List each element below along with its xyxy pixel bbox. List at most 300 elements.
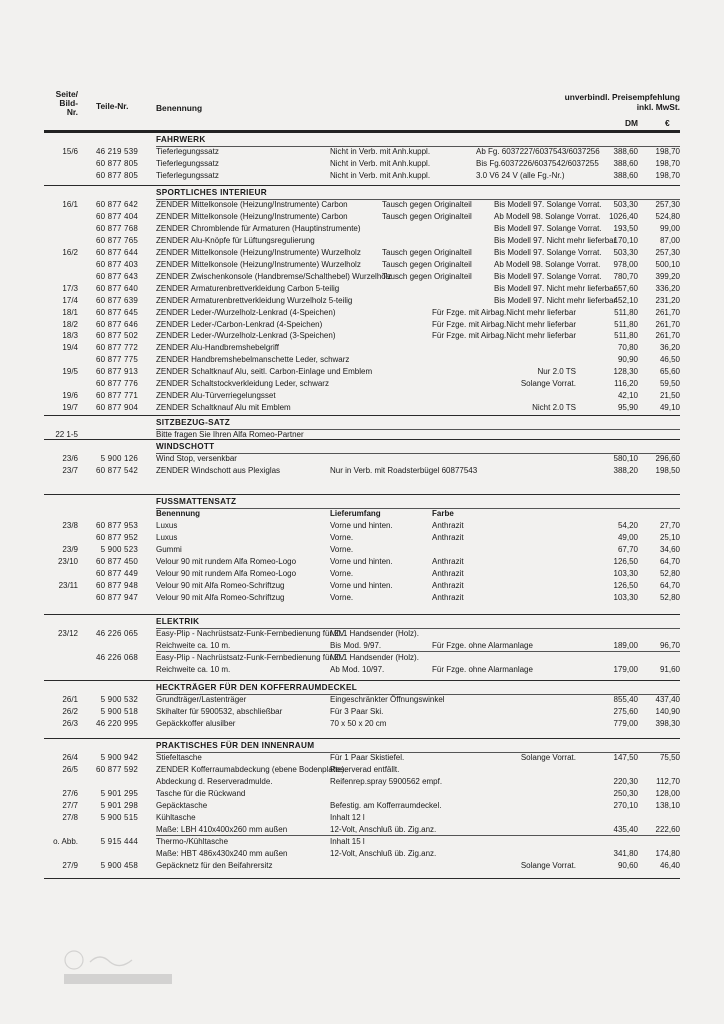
row-price-dm: 779,00 — [613, 718, 638, 728]
row-price-dm: 503,30 — [613, 200, 638, 209]
row-note: Solange Vorrat. — [520, 379, 576, 389]
table-row — [0, 320, 724, 330]
row-page-ref: 23/6 — [62, 454, 78, 463]
row-note: Nicht mehr lieferbar — [506, 331, 576, 341]
row-price-dm: 511,80 — [614, 319, 638, 329]
row-note: Für 3 Paar Ski. — [330, 706, 384, 716]
row-name: Stiefeltasche — [156, 753, 202, 762]
row-part-number: 60 877 449 — [95, 568, 138, 578]
row-part-number: 46 226 068 — [95, 652, 138, 662]
row-name: Easy-Plip - Nachrüstsatz-Funk-Fernbedienung für ZV — [156, 629, 345, 638]
row-name: Skihalter für 5900532, abschließbar — [156, 706, 283, 716]
row-part-number: 5 901 295 — [100, 788, 138, 798]
row-part-number: 60 877 771 — [95, 391, 138, 401]
table-row — [0, 171, 724, 181]
row-name: Luxus — [156, 520, 178, 530]
row-note: Anthrazit — [432, 568, 464, 578]
row-note: Anthrazit — [432, 580, 464, 590]
row-name: ZENDER Chromblende für Armaturen (Hauptinstrumente) — [156, 223, 361, 233]
row-note: Vorne und hinten. — [330, 580, 393, 590]
table-row — [0, 789, 724, 799]
row-note: Bis Modell 97. Nicht mehr lieferbar — [494, 283, 617, 293]
row-note: Tausch gegen Originalteil — [382, 259, 472, 269]
row-note: Eingeschränkter Öffnungswinkel — [330, 695, 445, 704]
section-divider — [44, 614, 680, 615]
row-part-number: 60 877 776 — [95, 379, 138, 389]
row-page-ref: 18/1 — [62, 307, 78, 317]
row-name: ZENDER Armaturenbrettverkleidung Carbon 5-teilig — [156, 283, 340, 293]
row-note: Anthrazit — [432, 520, 464, 530]
row-price-dm: 978,00 — [613, 259, 638, 269]
row-page-ref: 26/4 — [62, 753, 78, 762]
row-name: Tieferlegungssatz — [156, 158, 219, 168]
row-part-number: 60 877 646 — [95, 319, 138, 329]
row-page-ref: 23/10 — [57, 556, 78, 566]
table-row — [0, 765, 724, 775]
row-note: Reifenrep.spray 5900562 empf. — [330, 776, 443, 786]
row-name: Gummi — [156, 544, 182, 554]
row-name: Gepäckkoffer alusilber — [156, 718, 236, 728]
section-title — [0, 497, 724, 507]
row-part-number: 60 877 775 — [95, 355, 138, 365]
row-name: Gepäcktasche — [156, 800, 208, 810]
column-subheader — [0, 509, 724, 519]
row-page-ref: 26/2 — [62, 706, 78, 716]
row-part-number: 60 877 904 — [95, 403, 138, 413]
col-header-eur: € — [665, 118, 670, 128]
row-price-dm: 90,60 — [617, 860, 638, 870]
row-name: Tasche für die Rückwand — [156, 788, 246, 798]
row-note: Anthrazit — [432, 556, 464, 566]
section-title — [0, 418, 724, 428]
table-row — [0, 801, 724, 811]
table-row — [0, 569, 724, 579]
col-header-price — [565, 92, 680, 112]
row-price-dm: 126,50 — [613, 556, 638, 566]
row-price-dm: 126,50 — [613, 580, 638, 590]
row-name: ZENDER Mittelkonsole (Heizung/Instrumente) Wurzelholz — [156, 247, 361, 257]
row-note: Für Fzge. ohne Alarmanlage — [432, 664, 533, 674]
row-part-number: 60 877 642 — [95, 200, 138, 209]
row-price-eur: 524,80 — [655, 211, 680, 221]
row-part-number: 60 877 947 — [95, 592, 138, 602]
table-row — [0, 296, 724, 306]
col-header-part: Teile-Nr. — [96, 101, 129, 111]
row-name: Abdeckung d. Reserveradmulde. — [156, 776, 273, 786]
table-row — [0, 593, 724, 603]
row-note: Für Fzge. ohne Alarmanlage — [432, 640, 533, 650]
table-row — [0, 695, 724, 705]
row-part-number: 5 900 942 — [100, 753, 138, 762]
row-name: Luxus — [156, 532, 178, 542]
row-note: Vorne. — [330, 592, 354, 602]
row-name: Tieferlegungssatz — [156, 147, 219, 156]
table-row — [0, 260, 724, 270]
row-price-eur: 198,70 — [655, 170, 680, 180]
section-title — [0, 188, 724, 198]
row-price-eur: 138,10 — [655, 800, 680, 810]
row-note: 70 x 50 x 20 cm — [330, 718, 387, 728]
row-page-ref: 22 1-5 — [55, 430, 78, 439]
row-note: Tausch gegen Originalteil — [382, 271, 472, 281]
table-row — [0, 212, 724, 222]
table-row — [0, 813, 724, 823]
row-price-dm: 49,00 — [617, 532, 638, 542]
row-page-ref: 18/2 — [62, 319, 78, 329]
row-page-ref: 23/8 — [62, 520, 78, 530]
row-part-number: 60 877 913 — [95, 367, 138, 377]
table-row — [0, 355, 724, 365]
row-name: Velour 90 mit rundem Alfa Romeo-Logo — [156, 556, 297, 566]
row-price-eur: 198,70 — [655, 147, 680, 156]
row-note: Nicht in Verb. mit Anh.kuppl. — [330, 147, 431, 156]
row-price-dm: 95,90 — [617, 403, 638, 413]
row-page-ref: 27/6 — [62, 788, 78, 798]
table-row — [0, 521, 724, 531]
row-part-number: 46 219 539 — [95, 147, 138, 156]
row-page-ref: 26/5 — [62, 764, 78, 774]
row-price-eur: 99,00 — [659, 223, 680, 233]
table-row — [0, 777, 724, 787]
row-name: Gepäcknetz für den Beifahrersitz — [156, 860, 273, 870]
row-price-eur: 198,70 — [655, 158, 680, 168]
row-price-dm: 511,80 — [614, 331, 638, 341]
row-note: Vorne und hinten. — [330, 520, 393, 530]
row-name: Maße: LBH 410x400x260 mm außen — [156, 824, 288, 834]
row-price-dm: 179,00 — [613, 664, 638, 674]
row-note: Bis Modell 97. Nicht mehr lieferbar — [494, 295, 617, 305]
row-note: Reserverad entfällt. — [330, 764, 400, 774]
col-header-dm: DM — [624, 118, 638, 128]
section-title-text: WINDSCHOTT — [156, 442, 215, 451]
row-price-eur: 336,20 — [655, 283, 680, 293]
row-price-eur: 257,30 — [655, 200, 680, 209]
row-part-number: 60 877 772 — [95, 343, 138, 353]
row-page-ref: 23/7 — [62, 465, 78, 475]
col-header-page-line: Bild- — [59, 98, 78, 108]
table-row — [0, 753, 724, 763]
row-price-eur: 140,90 — [655, 706, 680, 716]
row-price-eur: 34,60 — [659, 544, 680, 554]
row-part-number: 60 877 805 — [95, 158, 138, 168]
section-divider — [44, 415, 680, 416]
row-part-number: 60 877 404 — [95, 211, 138, 221]
row-page-ref: 19/7 — [62, 403, 78, 413]
row-note: Für Fzge. mit Airbag. — [432, 319, 507, 329]
row-part-number: 60 877 542 — [95, 465, 138, 475]
row-price-eur: 261,70 — [655, 331, 680, 341]
header-divider — [44, 130, 680, 133]
row-price-dm: 388,60 — [613, 170, 638, 180]
row-name: ZENDER Leder-/Wurzelholz-Lenkrad (3-Speichen) — [156, 331, 336, 341]
section-title-text: HECKTRÄGER FÜR DEN KOFFERRAUMDECKEL — [156, 683, 358, 692]
row-note: Nicht mehr lieferbar — [506, 307, 576, 317]
section-divider — [44, 439, 680, 440]
col-header-page-line: Seite/ — [55, 89, 78, 99]
row-note: Vorne und hinten. — [330, 556, 393, 566]
row-name: ZENDER Handbremshebelmanschette Leder, schwarz — [156, 355, 350, 365]
section-divider — [44, 680, 680, 681]
row-part-number: 60 877 952 — [95, 532, 138, 542]
row-price-eur: 296,60 — [655, 454, 680, 463]
row-name: Easy-Plip - Nachrüstsatz-Funk-Fernbedienung für ZV — [156, 652, 345, 662]
row-price-eur: 52,80 — [659, 592, 680, 602]
row-name: Reichweite ca. 10 m. — [156, 640, 231, 650]
row-part-number: 60 877 645 — [95, 307, 138, 317]
table-row — [0, 343, 724, 353]
row-note: Vorne. — [330, 544, 354, 554]
row-price-dm: 147,50 — [613, 753, 638, 762]
row-name: ZENDER Leder-/Wurzelholz-Lenkrad (4-Speichen) — [156, 307, 336, 317]
section-title-text: SPORTLICHES INTERIEUR — [156, 188, 267, 197]
row-note: Ab Mod. 10/97. — [330, 664, 385, 674]
table-row — [0, 236, 724, 246]
row-name: Velour 90 mit Alfa Romeo-Schriftzug — [156, 592, 285, 602]
section-divider — [44, 494, 680, 495]
row-note: Für Fzge. mit Airbag. — [432, 331, 507, 341]
col-header-name: Benennung — [156, 103, 203, 113]
row-part-number: 60 877 644 — [95, 247, 138, 257]
table-bottom-divider — [44, 878, 680, 879]
row-page-ref: 19/4 — [62, 343, 78, 353]
table-row — [0, 367, 724, 377]
row-name: ZENDER Mittelkonsole (Heizung/Instrumente) Carbon — [156, 200, 348, 209]
row-price-eur: 500,10 — [655, 259, 680, 269]
row-name: Reichweite ca. 10 m. — [156, 664, 231, 674]
row-name: ZENDER Mittelkonsole (Heizung/Instrumente) Carbon — [156, 211, 348, 221]
row-price-dm: 220,30 — [613, 776, 638, 786]
row-page-ref: 19/6 — [62, 391, 78, 401]
row-name: Velour 90 mit Alfa Romeo-Schriftzug — [156, 580, 285, 590]
row-name: ZENDER Mittelkonsole (Heizung/Instrumente) Wurzelholz — [156, 259, 361, 269]
row-part-number: 60 877 502 — [95, 331, 138, 341]
row-note: Ab Modell 98. Solange Vorrat. — [494, 259, 601, 269]
row-name: ZENDER Schaltknauf Alu, seitl. Carbon-Einlage und Emblem — [156, 367, 373, 377]
row-note: Anthrazit — [432, 532, 464, 542]
row-price-eur: 128,00 — [655, 788, 680, 798]
table-row — [0, 379, 724, 389]
row-page-ref: 27/8 — [62, 812, 78, 822]
row-name: ZENDER Alu-Türverriegelungsset — [156, 391, 276, 401]
table-row — [0, 391, 724, 401]
row-note: Ab Fg. 6037227/6037543/6037256 — [476, 147, 600, 156]
row-price-eur: 64,70 — [659, 580, 680, 590]
table-row — [0, 454, 724, 464]
row-name: Tieferlegungssatz — [156, 170, 219, 180]
row-page-ref: 23/9 — [62, 544, 78, 554]
col-header-price-line: inkl. MwSt. — [636, 102, 680, 112]
table-row — [0, 849, 724, 859]
row-page-ref: 23/11 — [58, 580, 78, 590]
row-part-number: 60 877 805 — [95, 170, 138, 180]
column-subheader-name: Benennung — [156, 509, 200, 518]
row-price-dm: 511,80 — [614, 307, 638, 317]
row-price-dm: 103,30 — [613, 568, 638, 578]
row-page-ref: 15/6 — [62, 147, 78, 156]
row-part-number: 60 877 953 — [95, 520, 138, 530]
row-note: Für 1 Paar Skistiefel. — [330, 753, 405, 762]
row-page-ref: 26/1 — [62, 695, 78, 704]
row-price-eur: 65,60 — [659, 367, 680, 377]
row-part-number: 5 900 523 — [100, 544, 138, 554]
table-row — [0, 557, 724, 567]
table-row — [0, 248, 724, 258]
row-name: Grundträger/Lastenträger — [156, 695, 247, 704]
table-row — [0, 707, 724, 717]
row-price-eur: 96,70 — [659, 640, 680, 650]
row-note: Nicht 2.0 TS — [532, 403, 576, 413]
row-price-eur: 52,80 — [659, 568, 680, 578]
row-price-dm: 275,60 — [613, 706, 638, 716]
row-price-dm: 580,10 — [613, 454, 638, 463]
row-note: Mit 1 Handsender (Holz). — [330, 652, 419, 662]
row-price-dm: 67,70 — [617, 544, 638, 554]
row-price-eur: 64,70 — [659, 556, 680, 566]
row-price-dm: 54,20 — [617, 520, 638, 530]
row-note: Befestig. am Kofferraumdeckel. — [330, 800, 442, 810]
table-header — [0, 90, 724, 130]
row-page-ref: 26/3 — [62, 718, 78, 728]
row-note: Nicht in Verb. mit Anh.kuppl. — [330, 158, 431, 168]
row-note: Solange Vorrat. — [520, 860, 576, 870]
row-price-dm: 189,00 — [613, 640, 638, 650]
table-row — [0, 719, 724, 729]
row-note: 12-Volt, Anschluß üb. Zig.anz. — [330, 824, 437, 834]
row-price-eur: 112,70 — [656, 776, 680, 786]
row-price-dm: 103,30 — [613, 592, 638, 602]
row-price-eur: 46,50 — [659, 355, 680, 365]
table-row — [0, 331, 724, 341]
row-page-ref: o. Abb. — [53, 836, 78, 846]
section-title — [0, 617, 724, 627]
row-name: Velour 90 mit rundem Alfa Romeo-Logo — [156, 568, 297, 578]
row-price-dm: 855,40 — [613, 695, 638, 704]
row-price-dm: 388,60 — [613, 158, 638, 168]
section-title-text: ELEKTRIK — [156, 617, 200, 626]
table-row — [0, 837, 724, 847]
row-note: Für Fzge. mit Airbag. — [432, 307, 507, 317]
row-page-ref: 23/12 — [57, 629, 78, 638]
row-price-dm: 70,80 — [617, 343, 638, 353]
row-price-dm: 170,10 — [613, 235, 638, 245]
table-row — [0, 159, 724, 169]
table-row — [0, 545, 724, 555]
row-price-dm: 435,40 — [613, 824, 638, 834]
table-row — [0, 272, 724, 282]
row-part-number: 60 877 765 — [95, 235, 138, 245]
row-name: ZENDER Alu-Knöpfe für Lüftungsregulierung — [156, 235, 315, 245]
section-title-text: PRAKTISCHES FÜR DEN INNENRAUM — [156, 741, 315, 750]
row-price-eur: 91,60 — [659, 664, 680, 674]
row-name: ZENDER Armaturenbrettverkleidung Wurzelholz 5-teilig — [156, 295, 353, 305]
row-note: Inhalt 12 l — [330, 812, 365, 822]
row-note: Bis Modell 97. Nicht mehr lieferbar — [494, 235, 617, 245]
row-part-number: 5 900 515 — [100, 812, 138, 822]
row-name: Bitte fragen Sie Ihren Alfa Romeo-Partner — [156, 430, 304, 439]
row-part-number: 5 900 126 — [100, 454, 138, 463]
row-price-eur: 231,20 — [655, 295, 680, 305]
row-price-dm: 388,20 — [613, 465, 638, 475]
row-price-eur: 87,00 — [659, 235, 680, 245]
section-divider — [44, 185, 680, 186]
table-row — [0, 466, 724, 476]
row-price-dm: 388,60 — [613, 147, 638, 156]
row-price-dm: 503,30 — [613, 247, 638, 257]
row-note: Bis Fg.6037226/6037542/6037255 — [476, 158, 599, 168]
row-page-ref: 17/3 — [62, 283, 78, 293]
row-name: Kühltasche — [156, 812, 196, 822]
row-note: Mit 1 Handsender (Holz). — [330, 629, 419, 638]
table-row — [0, 581, 724, 591]
row-name: ZENDER Kofferraumabdeckung (ebene Bodenplatte). — [156, 764, 347, 774]
row-part-number: 60 877 948 — [95, 580, 138, 590]
section-title-text: FUSSMATTENSATZ — [156, 497, 237, 506]
row-note: 3.0 V6 24 V (alle Fg.-Nr.) — [476, 170, 565, 180]
row-page-ref: 27/7 — [62, 800, 78, 810]
row-name: ZENDER Leder-/Carbon-Lenkrad (4-Speichen) — [156, 319, 323, 329]
row-name: Maße: HBT 486x430x240 mm außen — [156, 848, 288, 858]
row-price-eur: 261,70 — [655, 319, 680, 329]
row-price-eur: 398,30 — [655, 718, 680, 728]
row-note: Anthrazit — [432, 592, 464, 602]
row-note: Bis Modell 97. Solange Vorrat. — [494, 223, 602, 233]
row-price-eur: 59,50 — [659, 379, 680, 389]
row-price-eur: 36,20 — [659, 343, 680, 353]
table-row — [0, 665, 724, 675]
row-part-number: 60 877 450 — [95, 556, 138, 566]
table-row — [0, 825, 724, 835]
row-page-ref: 16/1 — [62, 200, 78, 209]
row-note: Nicht mehr lieferbar — [506, 319, 576, 329]
row-price-eur: 257,30 — [655, 247, 680, 257]
section-title — [0, 683, 724, 693]
column-subheader-n1: Lieferumfang — [330, 509, 381, 518]
row-note: Tausch gegen Originalteil — [382, 247, 472, 257]
row-name: ZENDER Schaltstockverkleidung Leder, schwarz — [156, 379, 329, 389]
row-price-eur: 21,50 — [659, 391, 680, 401]
row-note: Tausch gegen Originalteil — [382, 211, 472, 221]
row-price-eur: 174,80 — [655, 848, 680, 858]
row-part-number: 60 877 639 — [95, 295, 138, 305]
row-price-dm: 250,30 — [613, 788, 638, 798]
brand-watermark-logo — [60, 948, 180, 988]
table-row — [0, 403, 724, 413]
table-row — [0, 533, 724, 543]
row-name: ZENDER Zwischenkonsole (Handbremse/Schalthebel) Wurzelholz — [156, 271, 392, 281]
row-part-number: 60 877 768 — [95, 223, 138, 233]
row-name: Thermo-/Kühltasche — [156, 836, 229, 846]
row-part-number: 46 220 995 — [95, 718, 138, 728]
section-title-text: SITZBEZUG-SATZ — [156, 418, 231, 427]
row-price-dm: 1026,40 — [609, 211, 638, 221]
row-part-number: 60 877 592 — [95, 764, 138, 774]
row-price-eur: 198,50 — [655, 465, 680, 475]
row-part-number: 60 877 643 — [95, 271, 138, 281]
row-price-dm: 657,60 — [613, 283, 638, 293]
row-page-ref: 27/9 — [62, 860, 78, 870]
row-part-number: 5 915 444 — [100, 836, 138, 846]
row-part-number: 60 877 403 — [95, 259, 138, 269]
row-page-ref: 19/5 — [62, 367, 78, 377]
row-part-number: 5 900 532 — [100, 695, 138, 704]
row-note: Bis Modell 97. Solange Vorrat. — [494, 271, 602, 281]
row-price-eur: 46,40 — [659, 860, 680, 870]
column-subheader-n3: Farbe — [432, 509, 454, 518]
row-price-dm: 270,10 — [613, 800, 638, 810]
row-note: Ab Modell 98. Solange Vorrat. — [494, 211, 601, 221]
section-title-text: FAHRWERK — [156, 135, 206, 144]
row-note: Solange Vorrat. — [520, 753, 576, 762]
